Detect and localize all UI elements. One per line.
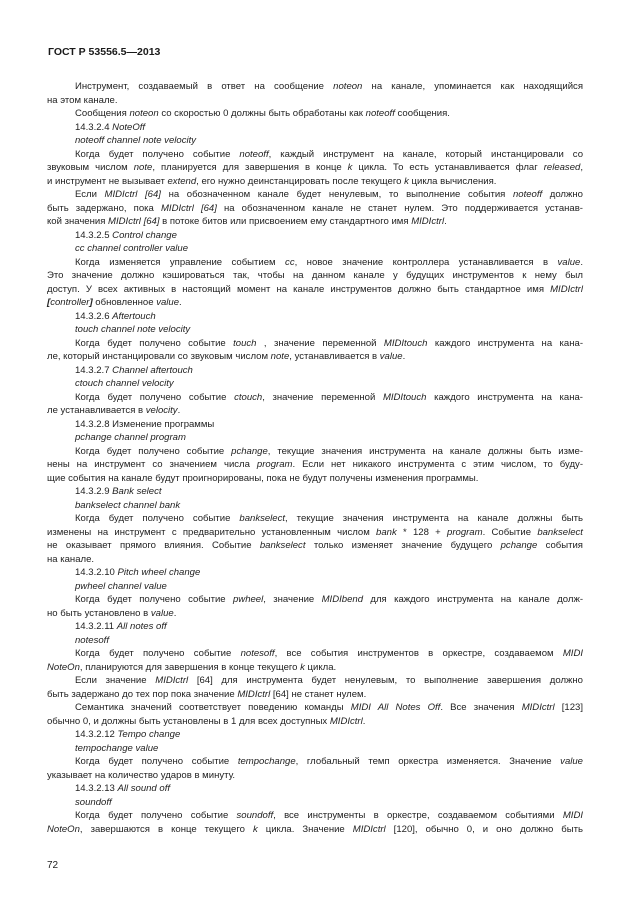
text-line: Это значение должно кэшироваться так, чтобы на данном канале у будущих инструментов к нему был — [47, 270, 583, 281]
text-line: [controller] обновленное value. — [47, 297, 182, 308]
text-line: Когда будет получено событие soundoff, все инструменты в оркестре, создаваемом событиями MIDI — [75, 810, 583, 821]
text-line: cc channel controller value — [75, 243, 189, 254]
text-line: pwheel channel value — [75, 580, 167, 592]
text-line: ctouch channel velocity — [75, 378, 174, 389]
text-line: pchange channel program — [75, 432, 186, 443]
text-line: обычно 0, и должны быть установлены в 1 для всех доступных MIDIctrl. — [47, 715, 366, 727]
text-line: 14.3.2.12 Tempo change — [75, 729, 181, 740]
text-line: быть задержано, пока MIDIctrl [64] на обозначенном канале не станет нулем. Это поддерживается устанав- — [47, 202, 583, 214]
text-line: NoteOn, завершаются в конце текущего k цикла. Значение MIDIctrl [120], обычно 0, и оно должно быть — [47, 823, 583, 835]
text-line: Инструмент, создаваемый в ответ на сообщение noteon на канале, упоминается как находящийся — [75, 81, 583, 92]
text-line: щие события на канале будут проигнорированы, пока не будут получены изменения программы. — [47, 472, 479, 484]
text-line: Когда будет получено событие pwheel, значение MIDIbend для каждого инструмента на канале долж- — [75, 594, 584, 605]
text-line: 14.3.2.10 Pitch wheel change — [75, 567, 201, 578]
text-line: Когда будет получено событие tempochange, глобальный темп оркестра изменяется. Значение value — [75, 756, 583, 767]
text-line: soundoff — [75, 796, 112, 808]
text-line: доступ. У всех активных в настоящий момент на канале инструментов должно быть стандартное имя MIDIctrl — [47, 283, 583, 295]
text-line: 14.3.2.9 Bank select — [75, 486, 162, 497]
text-line: Семантика значений соответствует поведению команды MIDI All Notes Off. Все значения MIDIctrl [123] — [75, 702, 583, 713]
text-line: Сообщения noteon со скоростью 0 должны быть обработаны как noteoff сообщения. — [75, 108, 450, 119]
text-line: быть задержано до тех пор пока значение MIDIctrl [64] не станет нулем. — [47, 688, 367, 700]
text-line: noteoff channel note velocity — [75, 135, 197, 146]
text-line: Когда будет получено событие pchange, текущие значения инструмента на канале должны быть изме- — [75, 445, 583, 457]
text-line: изменены на инструмент с предварительно установленным числом bank * 128 + program. Событие bankselect — [47, 526, 583, 538]
text-line: на канале. — [47, 553, 95, 565]
page-number: 72 — [47, 860, 59, 871]
text-line: звуковым числом note, планируется для завершения в конце k цикла. То есть устанавливается флаг released, — [47, 162, 583, 173]
text-line: 14.3.2.13 All sound off — [75, 783, 171, 794]
text-line: Если MIDIctrl [64] на обозначенном канале будет ненулевым, то выполнение события noteoff должно — [75, 189, 583, 200]
text-line: tempochange value — [75, 742, 159, 754]
text-line: 14.3.2.4 NoteOff — [75, 121, 146, 133]
text-line: 14.3.2.5 Control change — [75, 229, 177, 241]
text-line: ле, который инстанцировали со звуковым числом note, устанавливается в value. — [47, 351, 406, 362]
text-line: на этом канале. — [47, 94, 118, 106]
text-line: нены на инструмент со значением числа program. Если нет никакого инструмента с этим числом, то буду- — [47, 459, 584, 470]
text-line: Если значение MIDIctrl [64] для инструмента будет ненулевым, то выполнение завершения должно — [75, 675, 583, 686]
text-line: 14.3.2.11 All notes off — [75, 621, 167, 632]
text-line: Когда будет получено событие bankselect, текущие значения инструмента на канале должны быть — [75, 513, 583, 524]
text-line: 14.3.2.7 Channel aftertouch — [75, 364, 193, 376]
text-line: bankselect channel bank — [75, 499, 181, 511]
text-line: touch channel note velocity — [75, 324, 191, 335]
text-line: но быть установлено в value. — [47, 607, 177, 619]
text-line: кой значения MIDIctrl [64] в потоке битов или присвоением ему стандартного имя MIDIctrl. — [47, 216, 447, 227]
text-line: и инструмент не вызывает extend, его нужно деинстанцировать после текущего k цикла вычисления. — [47, 175, 497, 187]
text-line: указывает на количество ударов в минуту. — [47, 769, 236, 781]
text-line: Когда будет получено событие noteoff, каждый инструмент на канале, который инстанцировали со — [75, 148, 583, 160]
document-body — [47, 80, 583, 836]
text-line: Когда будет получено событие ctouch, значение переменной MIDItouch каждого инструмента на кана- — [75, 391, 583, 403]
text-line: 14.3.2.6 Aftertouch — [75, 310, 156, 322]
text-line: notesoff — [75, 634, 109, 646]
text-line: 14.3.2.8 Изменение программы — [75, 418, 215, 430]
text-line: ле устанавливается в velocity. — [47, 405, 181, 416]
text-line: не оказывает прямого влияния. Событие bankselect только изменяет значение будущего pchange события — [47, 540, 583, 551]
text-line: NoteOn, планируются для завершения в конце текущего k цикла. — [47, 661, 337, 673]
document-header: ГОСТ Р 53556.5—2013 — [48, 46, 161, 58]
text-line: Когда будет получено событие touch , значение переменной MIDItouch каждого инструмента на кана- — [75, 337, 583, 349]
text-line: Когда изменяется управление событием cc, новое значение контроллера устанавливается в value. — [75, 256, 584, 268]
text-line: Когда будет получено событие notesoff, все события инструментов в оркестре, создаваемом MIDI — [75, 648, 583, 659]
